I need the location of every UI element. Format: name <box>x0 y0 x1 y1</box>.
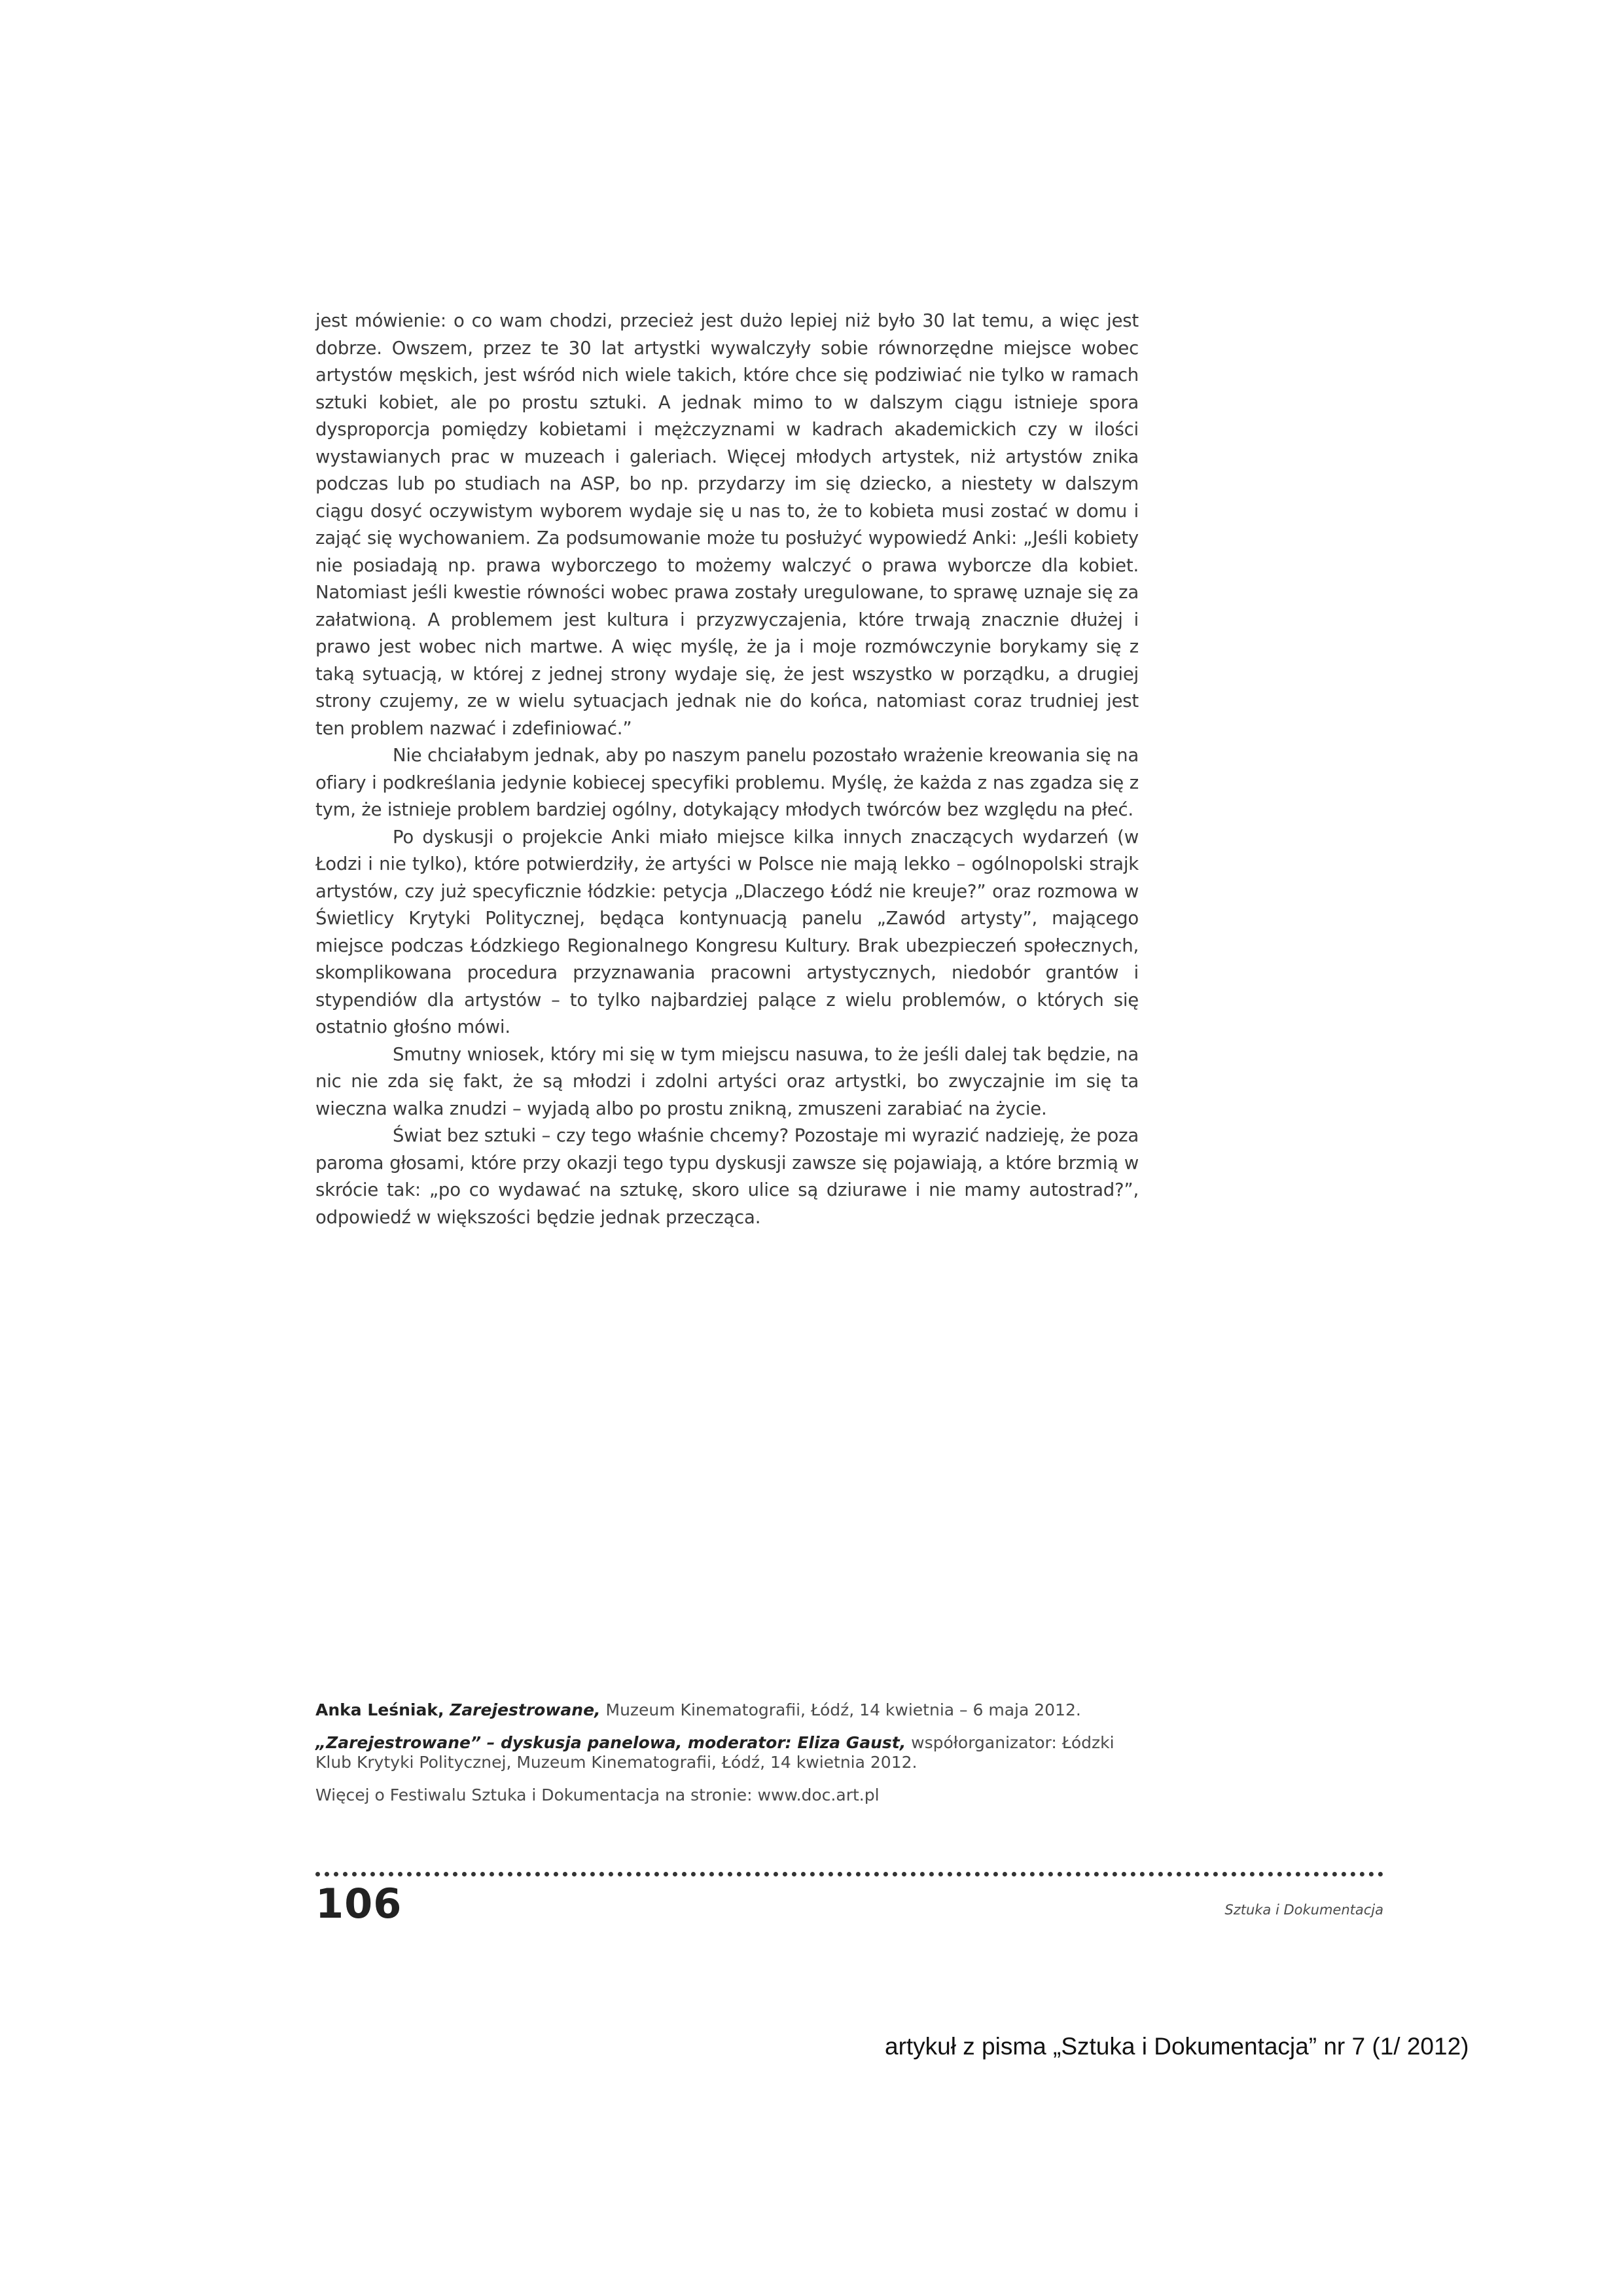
credits-section <box>315 1700 1139 1818</box>
footer-divider <box>315 1872 1383 1876</box>
page-number: 106 <box>315 1880 402 1928</box>
exhibition-artist: Anka Leśniak, <box>315 1700 450 1719</box>
journal-name: Sztuka i Dokumentacja <box>1224 1902 1383 1918</box>
article-paragraph: Świat bez sztuki – czy tego właśnie chcemy? Pozostaje mi wyrazić nadzieję, że poza paroma głosami, które przy okazji tego typu dyskusji zawsze się pojawiają, a które brzmią w skrócie tak: „po co wydawać na sztukę, skoro ulice są dziurawe i nie mamy autostrad?”, odpowiedź w większości będzie jednak przecząca. <box>315 1125 1139 1228</box>
panel-details: współorganizator: Łódzki Klub Krytyki Politycznej, Muzeum Kinematografii, Łódź, 14 kwietnia 2012. <box>315 1733 1115 1772</box>
panel-credit <box>315 1733 1139 1772</box>
article-paragraph: jest mówienie: o co wam chodzi, przecież jest dużo lepiej niż było 30 lat temu, a więc jest dobrze. Owszem, przez te 30 lat artystki wywalczyły sobie równorzędne miejsce wobec artystów męskich, jest wśród nich wiele takich, które chce się podziwiać nie tylko w ramach sztuki kobiet, ale po prostu sztuki. A jednak mimo to w dalszym ciągu istnieje spora dysproporcja pomiędzy kobietami i mężczyznami w kadrach akademickich czy w ilości wystawianych prac w muzeach i galeriach. Więcej młodych artystek, niż artystów znika podczas lub po studiach na ASP, bo np. przydarzy im się dziecko, a niestety w dalszym ciągu dosyć oczywistym wyborem wydaje się u nas to, że to kobieta musi zostać w domu i zająć się wychowaniem. Za podsumowanie może tu posłużyć wypowiedź Anki: „Jeśli kobiety nie posiadają np. prawa wyborczego to możemy walczyć o prawa wyborcze dla kobiet. Natomiast jeśli kwestie równości wobec prawa zostały uregulowane, to sprawę uznaje się za załatwioną. A problemem jest kultura i przyzwyczajenia, które trwają znacznie dłużej i prawo jest wobec nich martwe. A więc myślę, że ja i moje rozmówczynie borykamy się z taką sytuacją, w której z jednej strony wydaje się, że jest wszystko w porządku, a drugiej strony czujemy, ze w wielu sytuacjach jednak nie do końca, natomiast coraz trudniej jest ten problem nazwać i zdefiniować.” <box>315 310 1139 739</box>
exhibition-title: Zarejestrowane, <box>450 1700 601 1719</box>
exhibition-details: Muzeum Kinematografii, Łódź, 14 kwietnia – 6 maja 2012. <box>600 1700 1081 1719</box>
more-info-line: Więcej o Festiwalu Sztuka i Dokumentacja na stronie: www.doc.art.pl <box>315 1785 880 1804</box>
article-paragraph: Smutny wniosek, który mi się w tym miejscu nasuwa, to że jeśli dalej tak będzie, na nic nie zda się fakt, że są młodzi i zdolni artyści oraz artystki, bo zwyczajnie im się ta wieczna walka znudzi – wyjadą albo po prostu znikną, zmuszeni zarabiać na życie. <box>315 1043 1139 1119</box>
article-paragraph: Po dyskusji o projekcie Anki miało miejsce kilka innych znaczących wydarzeń (w Łodzi i nie tylko), które potwierdziły, że artyści w Polsce nie mają lekko – ogólnopolski strajk artystów, czy już specyficznie łódzkie: petycja „Dlaczego Łódź nie kreuje?” oraz rozmowa w Świetlicy Krytyki Politycznej, będąca kontynuacją panelu „Zawód artysty”, mającego miejsce podczas Łódzkiego Regionalnego Kongresu Kultury. Brak ubezpieczeń społecznych, skomplikowana procedura przyznawania pracowni artystycznych, niedobór grantów i stypendiów dla artystów – to tylko najbardziej palące z wielu problemów, o których się ostatnio głośno mówi. <box>315 826 1139 1037</box>
exhibition-credit <box>315 1700 1139 1720</box>
article-body <box>315 308 1139 1231</box>
source-note: artykuł z pisma „Sztuka i Dokumentacja” nr 7 (1/ 2012) <box>885 2033 1469 2060</box>
panel-heading: „Zarejestrowane” – dyskusja panelowa, moderator: Eliza Gaust, <box>315 1733 906 1752</box>
article-paragraph: Nie chciałabym jednak, aby po naszym panelu pozostało wrażenie kreowania się na ofiary i podkreślania jedynie kobiecej specyfiki problemu. Myślę, że każda z nas zgadza się z tym, że istnieje problem bardziej ogólny, dotykający młodych twórców bez względu na płeć. <box>315 745 1139 820</box>
